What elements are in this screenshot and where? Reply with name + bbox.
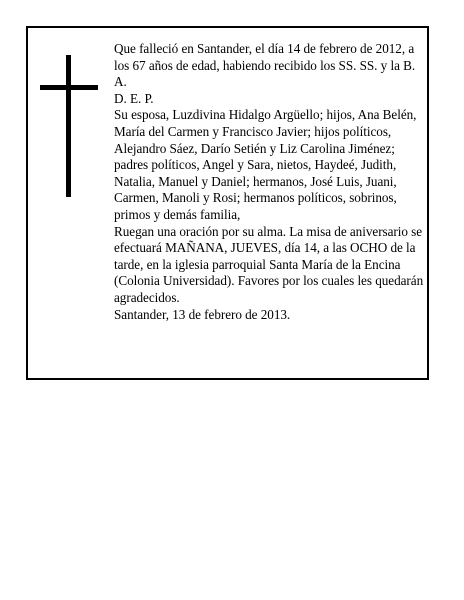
cross-horizontal-bar (40, 85, 98, 90)
cross-icon (40, 55, 98, 197)
family-list: Su esposa, Luzdivina Hidalgo Argüello; hijos, Ana Belén, María del Carmen y Francisco Javier; hijos políticos, Alejandro Sáez, Darío Setién y Liz Carolina Jiménez; padres políticos, Angel y Sara, nietos, Haydeé, Judith, Natalia, Manuel y Daniel; hermanos, José Luis, Juani, Carmen, Manoli y Rosi; hermanos políticos, sobrinos, primos y demás familia, (114, 107, 417, 222)
death-announcement: Que falleció en Santander, el día 14 de febrero de 2012, a los 67 años de edad, habiendo recibido los SS. SS. y la B. A. (114, 41, 416, 90)
obituary-text (114, 41, 426, 323)
place-and-date: Santander, 13 de febrero de 2013. (114, 306, 291, 322)
obituary-notice-frame (26, 26, 429, 380)
mass-announcement: Ruegan una oración por su alma. La misa de aniversario se efectuará MAÑANA, JUEVES, día 14, a las OCHO de la tarde, en la iglesia parroquial Santa María de la Encina (Colonia Universidad). Favores por los cuales les quedarán agradecidos. (114, 223, 424, 305)
rip-abbreviation: D. E. P. (114, 90, 154, 106)
cross-vertical-bar (66, 55, 71, 197)
